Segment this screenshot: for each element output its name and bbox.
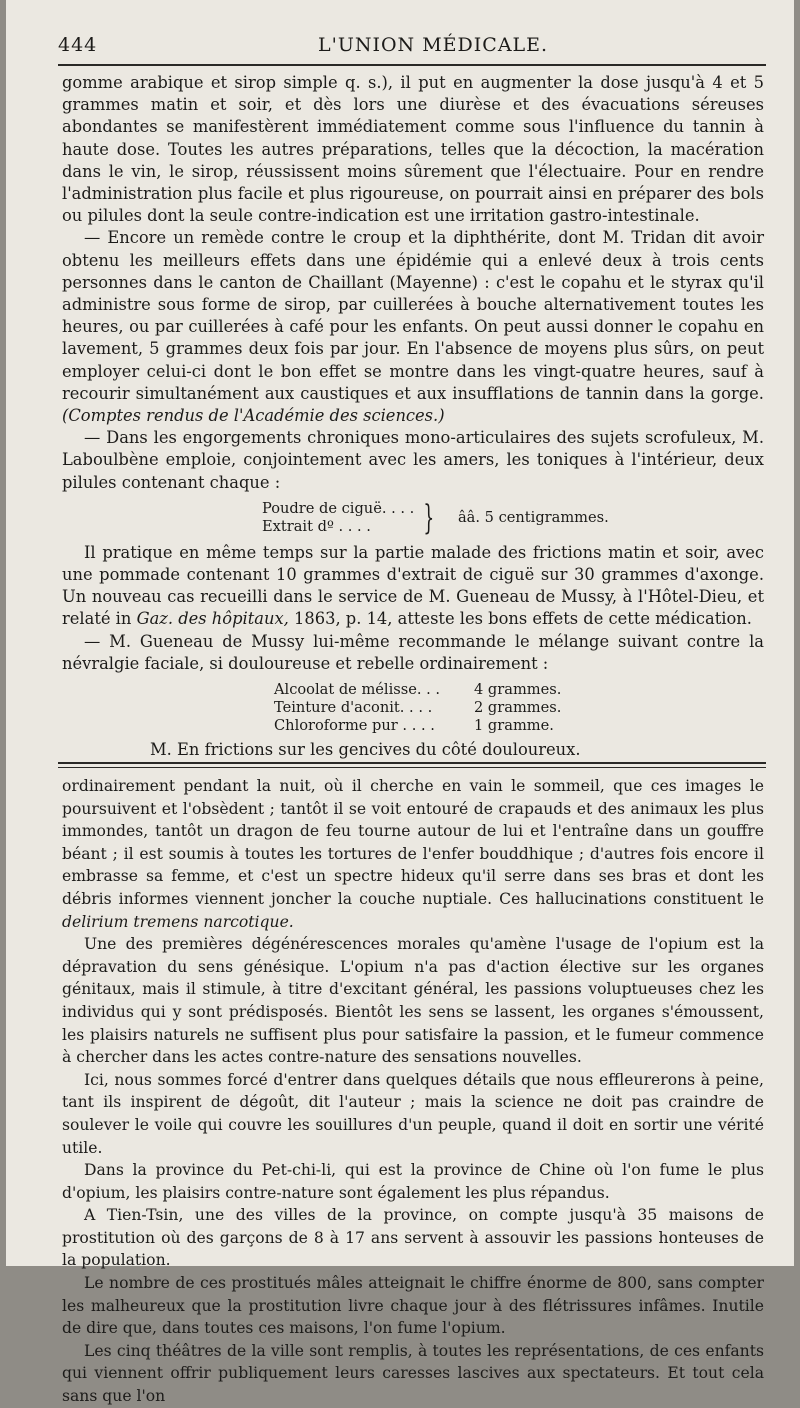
running-header (58, 30, 766, 60)
upper-section (62, 72, 764, 761)
lower-section (62, 775, 764, 1408)
lower-paragraph-5: A Tien-Tsin, une des villes de la province, on compte jusqu'à 35 maisons de prostitution où des garçons de 8 à 17 ans servent à assouvir les passions honteuses de la population. (62, 1206, 764, 1270)
formula-line-2: Extrait dº . . . . (262, 517, 371, 535)
upper-paragraph-5: — M. Gueneau de Mussy lui-même recommande le mélange suivant contre la névralgie faciale, si douloureuse et rebelle ordinairement : (62, 631, 764, 673)
upper-paragraph-2-text: — Encore un remède contre le croup et la diphthérite, dont M. Tridan dit avoir obtenu les meilleurs effets dans une épidémie qui a enlevé deux à trois cents personnes dans le canton de Chaillant (Mayenne) : c'est le copahu et le styrax qu'il administre sous forme de sirop, par cuillerées à bouche alternativement toutes les heures, ou par cuillerées à café pour les enfants. On peut aussi donner le copahu en lavement, 5 grammes deux fois par jour. En l'absence de moyens plus sûrs, on peut employer celui-ci dont le bon effet se montre dans les vingt-quatre heures, sauf à recourir simultanément aux caustiques et aux insufflations de tannin dans la gorge. (62, 228, 764, 403)
ingredient-qty: 4 grammes. (474, 681, 562, 699)
ingredient-name: Alcoolat de mélisse. . . (274, 681, 441, 699)
prescription-row (274, 681, 764, 699)
ingredient-name: Chloroforme pur . . . . (274, 717, 435, 735)
brace-glyph: } (423, 497, 435, 538)
header-rule (58, 64, 766, 66)
ingredient-qty: 1 gramme. (474, 717, 554, 735)
upper-paragraph-2 (62, 227, 764, 427)
prescription-instruction: M. En frictions sur les gencives du côté douloureux. (150, 740, 581, 760)
lower-paragraph-1 (62, 775, 764, 933)
citation-comptes-rendus: (Comptes rendus de l'Académie des sciences.) (62, 406, 445, 426)
section-rule-bottom (58, 767, 766, 768)
prescription-row (274, 699, 764, 717)
delirium-term: delirium tremens narcotique. (62, 912, 294, 931)
lower-paragraph-2: Une des premières dégénérescences morales qu'amène l'usage de l'opium est la dépravation du sens génésique. L'opium n'a pas d'action élective sur les organes génitaux, mais il stimule, à titre d'excitant général, les passions voluptueuses chez les individus qui y sont prédisposés. Bientôt les sens se lassent, les organes s'émoussent, les plaisirs naturels ne suffisent plus pour satisfaire la passion, et le fumeur commence à chercher dans les actes contre-nature des sensations nouvelles. (62, 935, 764, 1067)
upper-paragraph-4 (62, 542, 764, 631)
upper-paragraph-4-b: 1863, p. 14, atteste les bons effets de cette médication. (294, 609, 752, 629)
prescription (274, 681, 764, 735)
formula-dose: ââ. 5 centigrammes. (457, 508, 609, 526)
section-rule-top (58, 762, 766, 764)
document-page (6, 0, 794, 1406)
journal-title: L'UNION MÉDICALE. (318, 34, 549, 56)
lower-paragraph-6: Le nombre de ces prostitués mâles atteignait le chiffre énorme de 800, sans compter les malheureux que la prostitution livre chaque jour à des flétrissures infâmes. Inutile de dire que, dans toutes ces maisons, l'on fume l'opium. (62, 1274, 764, 1338)
lower-paragraph-4: Dans la province du Pet-chi-li, qui est la province de Chine où l'on fume le plus d'opium, les plaisirs contre-nature sont également les plus répandus. (62, 1161, 764, 1202)
upper-paragraph-1: gomme arabique et sirop simple q. s.), il put en augmenter la dose jusqu'à 4 et 5 grammes matin et soir, et dès lors une diurèse et des évacuations séreuses abondantes se manifestèrent immédiatement comme sous l'influence du tannin à haute dose. Toutes les autres préparations, telles que la décoction, la macération dans le vin, le sirop, réussissent moins sûrement que l'électuaire. Pour en rendre l'administration plus facile et plus rigoureuse, on pourrait ainsi en préparer des bols ou pilules dont la seule contre-indication est une irritation gastro-intestinale. (62, 73, 764, 226)
ingredient-qty: 2 grammes. (474, 699, 562, 717)
page-number: 444 (58, 34, 98, 56)
upper-paragraph-4-a: Il pratique en même temps sur la partie malade des frictions matin et soir, avec une pommade contenant 10 grammes d'extrait de ciguë sur 30 grammes d'axonge. Un nouveau cas recueilli dans le service de M. Gueneau de Mussy, à l'Hôtel-Dieu, et relaté in (62, 542, 764, 629)
prescription-row (274, 717, 764, 735)
lower-paragraph-1-text: ordinairement pendant la nuit, où il cherche en vain le sommeil, que ces images le poursuivent et l'obsèdent ; tantôt il se voit entouré de crapauds et des animaux les plus immondes, tantôt un dragon de feu tourne autour de lui et l'entraîne dans un gouffre béant ; il est soumis à toutes les tortures de l'enfer bouddhique ; d'autres fois encore il embrasse sa femme, et c'est un spectre hideux qu'il serre dans ses bras et dont les débris informes viennent joncher la couche nuptiale. Ces hallucinations constituent le (62, 777, 764, 908)
pill-formula (262, 497, 764, 538)
lower-paragraph-3: Ici, nous sommes forcé d'entrer dans quelques détails que nous effleurerons à peine, tant ils inspirent de dégoût, dit l'auteur ; mais la science ne doit pas craindre de soulever le voile qui couvre les souillures d'un peuple, quand il doit en sortir une vérité utile. (62, 1070, 764, 1157)
upper-paragraph-3: — Dans les engorgements chroniques mono-articulaires des sujets scrofuleux, M. Laboulbène emploie, conjointement avec les amers, les toniques à l'intérieur, deux pilules contenant chaque : (62, 428, 764, 492)
citation-gazette: Gaz. des hôpitaux, (136, 609, 289, 629)
formula-line-1: Poudre de ciguë. . . . (262, 499, 415, 517)
lower-paragraph-7: Les cinq théâtres de la ville sont remplis, à toutes les représentations, de ces enfants qui viennent offrir publiquement leurs caresses lascives aux spectateurs. Et tout cela sans que l'on (62, 1341, 764, 1406)
ingredient-name: Teinture d'aconit. . . . (274, 699, 433, 717)
